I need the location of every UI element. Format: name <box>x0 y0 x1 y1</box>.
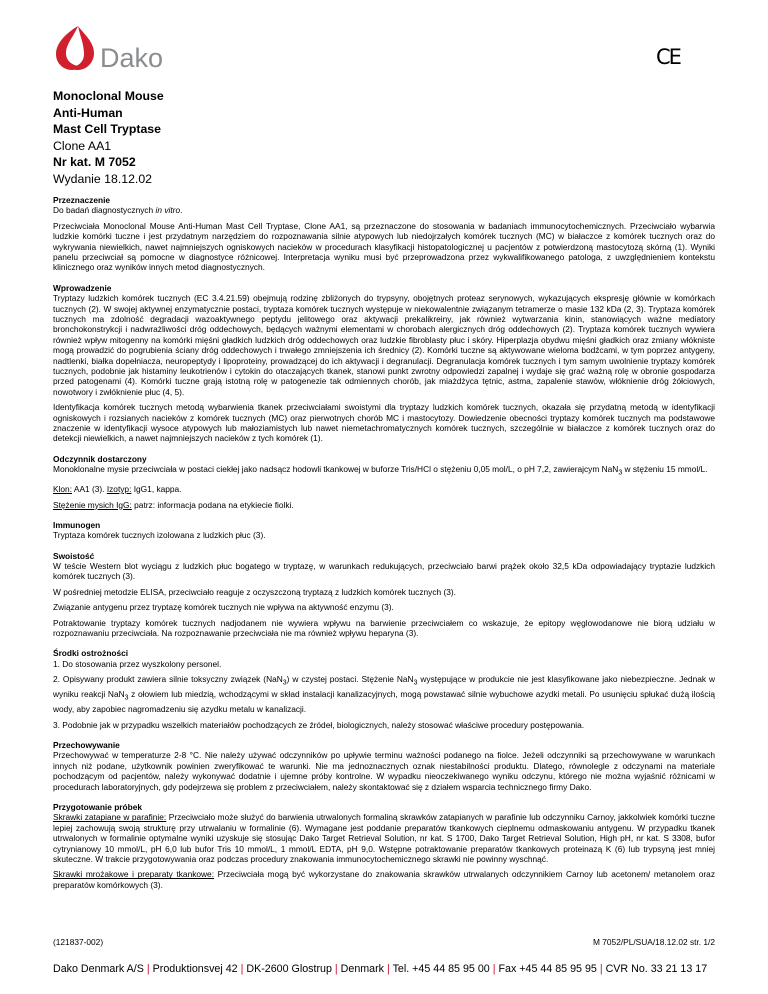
dako-logo <box>50 22 210 72</box>
subscript: 3 <box>618 469 623 477</box>
clone-value: AA1 (3). <box>72 484 107 495</box>
precaution-text: występujące w produkcie nie jest klasyfikowane jako niebezpieczne. Jednak w wyniku reakcji NaN <box>53 674 715 700</box>
separator: | <box>492 963 496 975</box>
section-title: Swoistość <box>53 550 95 561</box>
subscript: 3 <box>282 679 287 687</box>
precaution-item-1: 1. Do stosowania przez wyszkolony personel. <box>53 658 222 669</box>
company-address <box>53 963 719 975</box>
section-immunogen <box>53 520 715 541</box>
page-reference: M 7052/PL/SUA/18.12.02 str. 1/2 <box>593 937 715 947</box>
precaution-item-2 <box>53 674 715 715</box>
purpose-intro-suffix: . <box>180 205 183 216</box>
reagent-text: Monoklonalne mysie przeciwciała w postaci ciekłej jako nadsącz hodowli tkankowej w buforze Tris/HCl o stężeniu 0,05 mol/L, o pH 7,2, zawierajcym NaN <box>53 464 619 475</box>
catalog-number: Nr kat. M 7052 <box>53 155 136 170</box>
edition-date: Wydanie 18.12.02 <box>53 171 153 186</box>
section-precautions <box>53 648 715 730</box>
cvr-number: CVR No. 33 21 13 17 <box>605 963 708 975</box>
purpose-intro <box>53 205 715 215</box>
storage-paragraph: Przechowywać w temperaturze 2-8 °C. Nie należy używać odczynników po upływie terminu ważności podanego na fiolce. Jeżeli odczynniki są przechowywane w warunkach innych niż podane, użytkownik powinien zweryfikować te warunki. Nie ma jednoznacznych oznak niestabilności produktu. Dlatego, równolegle z odczynami na materiale pochodzącym od pacjentów, należy wykonywać dodatnie i ujemne próby kontrolne. W wypadku nieoczekiwanego wyniku odczynu, którego nie można wyjaśnić różnicami w procedurach laboratoryjnych, gdy podejrzewa się problem z przeciwciałem, należy skontaktować się z działem wsparcia technicznego firmy Dako. <box>53 750 715 792</box>
paraffin-text: Przeciwciało może służyć do barwienia utrwalonych formaliną skrawków zatapianych w parafinie lub odczynniku Carnoy, jakkolwiek komórki tuczne lepiej zachowują swoją strukturę przy utrwalaniu w formalinie (6). Wymagane jest poddanie preparatów tkankowych cieplnemu odmaskowaniu antygenu. W przypadku tkanek utrwalonych w formalinie optymalne wyniki uzyskuje się stosując Dako Target Retrieval Solution, nr kat. S 1700, Dako Target Retrieval Solution, High pH, nr kat. S 3308, bufor cytrynianowy 10 mmol/L, pH 6,0 lub bufor Tris 10 mmol/L, 1 mmol/L EDTA, pH 9,0. Wstępne potraktowanie preparatów tkankowych proteinazą K (6) lub trypsyną jest mniej skuteczne. W trakcie przygotowywania oraz podczas procedury znakowania immunocytochemicznego skrawki nie powinny wyschnąć. <box>53 812 715 864</box>
document-code: (121837-002) <box>53 937 104 947</box>
section-title: Przeznaczenie <box>53 195 111 205</box>
ce-mark: CE <box>656 45 680 69</box>
frozen-label: Skrawki mrożakowe i preparaty tkankowe: <box>53 869 215 880</box>
subscript: 3 <box>413 679 418 687</box>
specificity-paragraph-2: W pośredniej metodzie ELISA, przeciwciało reaguje z oczyszczoną tryptazą z ludzkich komórek tucznych (3). <box>53 586 456 597</box>
section-purpose <box>53 195 715 273</box>
specificity-paragraph-3: Związanie antygenu przez tryptazę komórek tucznych nie wpływa na aktywność enzymu (3). <box>53 602 394 613</box>
product-clone: Clone AA1 <box>53 138 112 153</box>
street: Produktionsvej 42 <box>152 963 238 975</box>
section-title: Odczynnik dostarczony <box>53 453 147 464</box>
separator: | <box>387 963 390 975</box>
reagent-text-end: w stężeniu 15 mmol/L. <box>622 464 708 475</box>
section-introduction <box>53 283 715 444</box>
purpose-intro-italic: in vitro <box>155 205 181 216</box>
precaution-item-3: 3. Podobnie jak w przypadku wszelkich materiałów pochodzących ze źródeł, biologicznych, należy stosować właściwe procedury postępowania. <box>53 719 585 730</box>
product-title-line2: Anti-Human <box>53 105 123 120</box>
section-specificity <box>53 551 715 639</box>
frozen-text: Przeciwciała mogą być wykorzystane do znakowania skrawków utrwalanych odczynnikiem Carnoy lub acetonem/ metanolem oraz preparatów komórkowych (3). <box>53 869 715 890</box>
product-title-line1: Monoclonal Mouse <box>53 89 164 103</box>
section-title: Wprowadzenie <box>53 282 112 293</box>
concentration-label: Stężenie mysich IgG: <box>53 499 132 510</box>
prep-paraffin <box>53 812 715 864</box>
separator: | <box>240 963 244 975</box>
section-title: Środki ostrożności <box>53 648 129 659</box>
purpose-intro-text: Do badań diagnostycznych <box>53 205 156 216</box>
precaution-text: 2. Opisywany produkt zawiera silnie toksyczny związek (NaN <box>53 674 283 685</box>
prep-frozen <box>53 869 715 890</box>
immunogen-paragraph: Tryptaza komórek tucznych izolowana z ludzkich płuc (3). <box>53 530 266 541</box>
separator: | <box>146 963 150 975</box>
fax: Fax +45 44 85 95 95 <box>498 963 597 975</box>
footer-codes <box>53 937 715 947</box>
product-header <box>53 88 164 188</box>
purpose-paragraph: Przeciwciała Monoclonal Mouse Anti-Human Mast Cell Tryptase, Clone AA1, są przeznaczone do stosowania w badaniach immunocytochemicznych. Przeciwciało wybarwia ludzkie komórki tuczne i jest przydatnym narzędziem do rozpoznawania silnie atypowych lub niedojrzałych komórek tucznych (MC) w białaczce z komórek tucznych oraz do wykrywania niewielkich, nawet najmniejszych ogniskowych nacieków w procedurach klasyfikacji histopatologicznej u pacjentów z potwierdzoną mastocytozą skórną (1). Wyniki panelu przeciwciał są pomocne w diagnostyce różnicowej. Interpretacja wyniku musi być przeprowadzona przez wykwalifikowanego patologa, z uwzględnieniem kontekstu klinicznego oraz wyników innych metod diagnostycznych. <box>53 220 715 273</box>
telephone: Tel. +45 44 85 95 00 <box>392 963 490 975</box>
precaution-text: z ołowiem lub miedzią, wchodzącymi w skład instalacji kanalizacyjnych, mogą powstawać silnie wybuchowe azydki metali. Po usunięciu spłukać dużą ilością wody, aby zapobiec nagromadzeniu się azydku metalu w kanalizacji. <box>53 689 715 715</box>
concentration-value: patrz: informacja podana na etykiecie fiolki. <box>131 499 294 510</box>
dako-logo-text: Dako <box>100 43 164 72</box>
section-specimen-prep <box>53 802 715 890</box>
section-title: Immunogen <box>53 519 101 530</box>
separator: | <box>334 963 338 975</box>
precaution-text: ) w czystej postaci. Stężenie NaN <box>286 674 414 685</box>
specificity-paragraph-1: W teście Western blot wyciągu z ludzkich płuc bogatego w tryptazę, w warunkach redukujących, przeciwciało barwi prążek około 32,5 kDa odpowiadający tryptazie ludzkich komórek tucznych (3). <box>53 561 715 582</box>
postal-city: DK-2600 Glostrup <box>246 963 332 975</box>
reagent-concentration <box>53 500 715 510</box>
isotype-label: Izotyp: <box>106 484 132 495</box>
intro-paragraph-1: Tryptazy ludzkich komórek tucznych (EC 3.4.21.59) obejmują rodzinę zbliżonych do trypsyny, obojętnych proteaz serynowych, wykazujących ekspresję głównie w komórkach tucznych (2). W swojej aktywnej enzymatycznie postaci, tryptaza komórek tucznych występuje w niekowalentnie związanym tetramerze o masie 132 kDa (2, 3). Tryptaza komórek tucznych ma zdolność degradacji wazoaktywnego peptydu jelitowego oraz aktywacji prekalikreiny, jak również wytwarzania kinin, stanowiących ważne mediatory bronchokonstrykcji i nadwrażliwości dróg oddechowych, będących ważnymi elementami w chorobach alergicznych dróg oddechowych (2). Tryptaza komórek tucznych wywiera również wpływ mitogenny na komórki mięśni gładkich ludzkich dróg oddechowych oraz ludzkie fibroblasty płuc i skóry. Hiperplazja obydwu mięśni gładkich oraz zmiany włókniste mogą prowadzić do pogrubienia ściany dróg oddechowych i trwałego zmniejszenia ich średnicy (2). Komórki tuczne są aktywowane wieloma bodźcami, w tym poprzez antygeny, nadtlenki, białka dopełniacza, neuropeptydy i lipoproteiny, prowadzącej do ich aktywacji i degranulacji. Degranulacja komórek tucznych i tym samym uwolnienie tryptazy komórek tucznych, podobnie jak histaminy leukotrienów i cytokin do otaczających tkanek, stanowi punkt zwrotny odpowiedzi zapalnej i wydaje się grać ważną rolę w obronie gospodarza przed patogenami (4). Komórki tuczne grają istotną rolę w patogenezie tak odmiennych chorób, jak miażdżyca tętnic, astma, zapalenie stawów, włóknienie dróg żółciowych, nowotwory i zwłóknienie płuc (4, 5). <box>53 293 715 397</box>
section-storage <box>53 740 715 792</box>
reagent-paragraph <box>53 464 715 479</box>
paraffin-label: Skrawki zatapiane w parafinie: <box>53 812 167 823</box>
intro-paragraph-2: Identyfikacja komórek tucznych metodą wybarwienia tkanek przeciwciałami swoistymi dla tryptazy ludzkich komórek tucznych, okazała się przydatną metodą w identyfikacji ogniskowych i rozsianych nacieków z komórek tucznych (MC) oraz pierwotnych chorób MC i mastocytozy. Dowiedzenie obecności tryptazy komórek tucznych ma podstawowe znaczenie w identyfikacji wysoce atypowych lub małoziamistych lub nawet niemetachromatycznych komórek tucznych, szczególnie w białaczce z komórek tucznych oraz do detekcji niewielkich, a nawet najmniejszych nacieków z tych komórek (1). <box>53 402 715 444</box>
reagent-clone-isotype <box>53 484 715 494</box>
subscript: 3 <box>124 694 129 702</box>
country: Denmark <box>340 963 385 975</box>
company-name: Dako Denmark A/S <box>53 963 144 975</box>
clone-label: Klon: <box>53 484 73 495</box>
isotype-value: IgG1, kappa. <box>131 484 182 495</box>
specificity-paragraph-4: Potraktowanie tryptazy komórek tucznych nadjodanem nie wywiera wpływu na barwienie przeciwciałem co wskazuje, że epitopy węglowodanowe nie biorą udziału w rozpoznawaniu przeciwciała. Na rozpoznawanie przeciwciała nie ma również wpływu heparyna (3). <box>53 617 715 639</box>
dako-logo-mark <box>50 22 210 72</box>
product-title-line3: Mast Cell Tryptase <box>53 122 161 137</box>
section-reagent <box>53 454 715 510</box>
section-title: Przechowywanie <box>53 739 120 750</box>
section-title: Przygotowanie próbek <box>53 801 143 812</box>
document-body <box>53 195 715 900</box>
separator: | <box>599 963 603 975</box>
